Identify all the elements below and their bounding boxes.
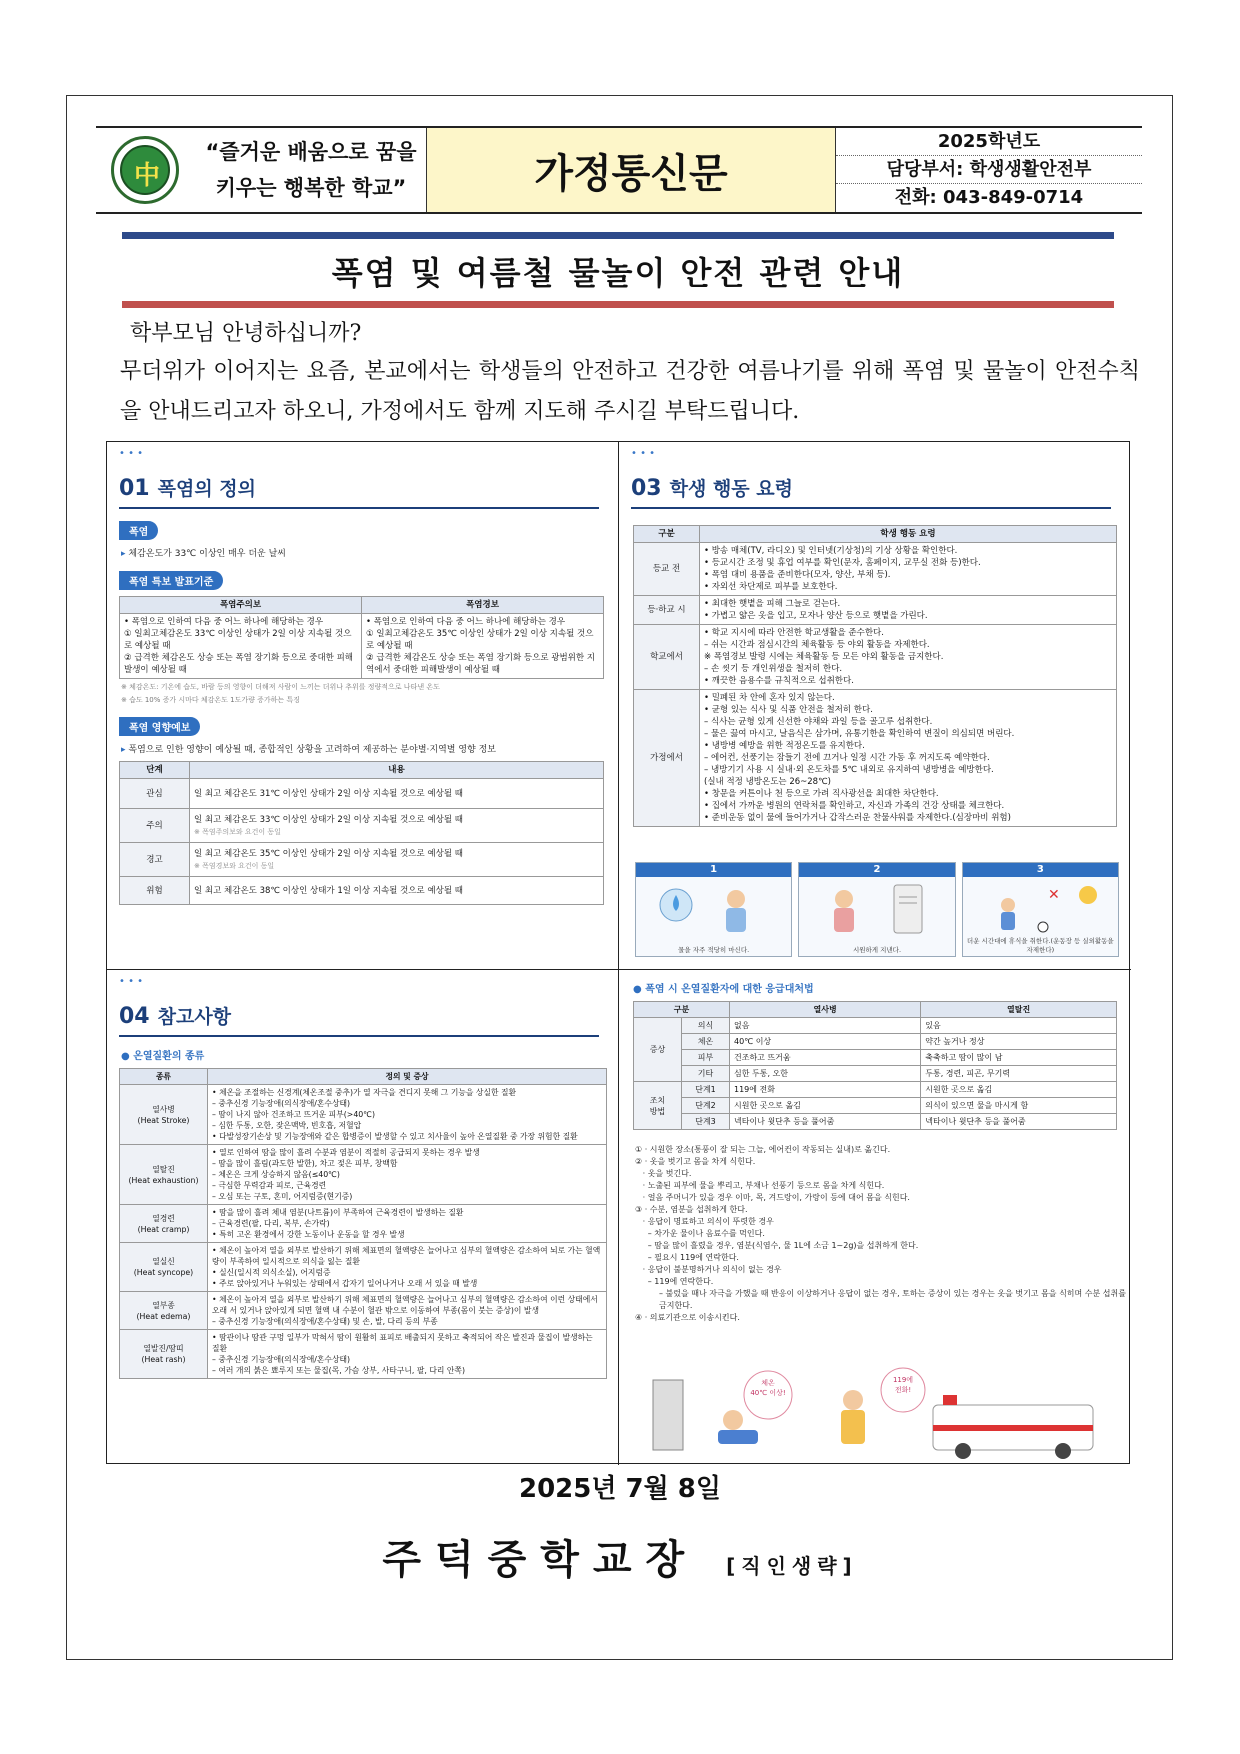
svg-text:✕: ✕ [1047, 887, 1060, 903]
tip-drink-water: 1 물을 자주 적당히 마신다. [635, 862, 792, 957]
label-alert-criteria: 폭염 특보 발표기준 [119, 571, 223, 590]
doc-info [836, 128, 1142, 212]
table-row: 학교에서 • 학교 지시에 따라 안전한 학교생활을 준수한다. – 쉬는 시간과 점심시간의 체육활동 등 야외 활동을 자제한다. ※ 폭염경보 발령 시에는 체육활동 등 모든 야외 활동을 금지한다. – 손 씻기 등 개인위생을 철저히 한다. • 깨끗한 음용수를 규칙적으로 섭취한다. [634, 625, 1117, 690]
table-row: 열경련 (Heat cramp) • 땀을 많이 흘려 체내 염분(나트륨)이 부족하여 근육경련이 발생하는 질환 – 근육경련(팔, 다리, 복부, 손가락) • 특히 고온 환경에서 강한 노동이나 운동을 할 경우 발생 [120, 1205, 607, 1243]
page-title: 폭염 및 여름철 물놀이 안전 관련 안내 [331, 254, 905, 292]
motto-line2: 키우는 행복한 학교” [215, 176, 407, 200]
section-heading: 01 폭염의 정의 [119, 474, 599, 509]
logo-char: 中 [133, 161, 160, 191]
signature [0, 1528, 1240, 1585]
table-row: 피부 건조하고 뜨거움 축축하고 땀이 많이 남 [634, 1050, 1117, 1066]
table-row: 증상 의식 없음 있음 [634, 1018, 1117, 1034]
school-logo [111, 136, 179, 204]
table-row: 가정에서 • 밀폐된 차 안에 혼자 있지 않는다. • 균형 있는 식사 및 식품 안전을 철저히 한다. – 식사는 균형 있게 신선한 야채와 과일 등을 골고루 섭취한다. – 물은 끓여 마시고, 날음식은 삼가며, 유통기한을 확인하여 변질이 의심되면 버린다. • 냉방병 예방을 위한 적정온도를 유지한다. – 에어컨, 선풍기는 잠들기 전에 끄거나 일정 시간 가동 후 꺼지도록 예약한다. – 냉방기기 사용 시 실내·외 온도차를 5℃ 내외로 유지하여 냉방병을 예방한다. (실내 적정 냉방온도는 26~28℃) • 창문을 커튼이나 천 등으로 가려 직사광선을 최대한 차단한다. • 집에서 가까운 병원의 연락처를 확인하고, 자신과 가족의 건강 상태를 체크한다. • 준비운동 없이 물에 들어가거나 갑작스러운 찬물샤워를 자제한다.(심장마비 위험) [634, 690, 1117, 827]
bubble-temp: 체온 40℃ 이상! [750, 1379, 786, 1397]
impact-table: 단계 내용 관심 일 최고 체감온도 31℃ 이상인 상태가 2일 이상 지속될 것으로 예상될 때 주의 일 최고 체감온도 33℃ 이상인 상태가 2일 이상 지속될 것으로 예상될 때 ※ 폭염주의보와 요건이 동일 경고 일 최고 체감온도 35℃ 이상인 상태가 2일 이상 지속될 것으로 예상될 때 ※ 폭염경보와 요건이 동일 위험 일 최고 체감온도 38℃ 이상인 상태가 1일 이상 지속될 것으로 예상될 때 [119, 761, 604, 905]
alert-table: 폭염주의보 폭염경보 • 폭염으로 인하여 다음 중 어느 하나에 해당하는 경우 ① 일최고체감온도 33℃ 이상인 상태가 2일 이상 지속될 것으로 예상될 때 ② 급격한 체감온도 상승 또는 폭염 장기화 등으로 중대한 피해 발생이 예상될 때 • 폭염으로 인하여 다음 중 어느 하나에 해당하는 경우 ① 일최고체감온도 35℃ 이상인 상태가 2일 이상 지속될 것으로 예상될 때 ② 급격한 체감온도 상승 또는 폭염 장기화 등으로 광범위한 지역에서 중대한 피해발생이 예상될 때 [119, 596, 604, 679]
table-row: 단계3 넥타이나 윗단추 등을 풀어줌 넥타이나 윗단추 등을 풀어줌 [634, 1114, 1117, 1130]
panel-student-guidelines: • • • 03 학생 행동 요령 구분 학생 행동 요령 등교 전 • 방송 매체(TV, 라디오) 및 인터넷(기상청)의 기상 상황을 확인한다. • 등교시간 조정 및 휴업 여부를 확인(문자, 홈페이지, 교무실 전화 등)한다. • 폭염 대비 용품을 준비한다(모자, 양산, 부채 등). • 자외선 차단제로 피부를 보호한다. 등·하교 시 • 최대한 햇볕을 피해 그늘로 걷는다. • 가볍고 얇은 옷을 입고, 모자나 양산 등으로 햇볕을 가린다. 학교에서 • 학교 지시에 따라 안전한 학교생활을 준수한다. – 쉬는 시간과 점심시간의 체육활동 등 야외 활동을 자제한다. ※ 폭염경보 발령 시에는 체육활동 등 모든 야외 활동을 금지한다. – 손 씻기 등 개인위생을 철저히 한다. • 깨끗한 음용수를 규칙적으로 섭취한다. 가정에서 • 밀폐된 차 안에 혼자 있지 않는다. • 균형 있는 식사 및 식품 안전을 철저히 한다. – 식사는 균형 있게 신선한 야채와 과일 등을 골고루 섭취한다. – 물은 끓여 마시고, 날음식은 삼가며, 유통기한을 확인하여 변질이 의심되면 버린다. • 냉방병 예방을 위한 적정온도를 유지한다. – 에어컨, 선풍기는 잠들기 전에 끄거나 일정 시간 가동 후 꺼지도록 예약한다. – 냉방기기 사용 시 실내·외 온도차를 5℃ 내외로 유지하여 냉방병을 예방한다. (실내 적정 냉방온도는 26~28℃) • 창문을 커튼이나 천 등으로 가려 직사광선을 최대한 차단한다. • 집에서 가까운 병원의 연락처를 확인하고, 자신과 가족의 건강 상태를 체크한다. • 준비운동 없이 물에 들어가거나 갑작스러운 찬물샤워를 자제한다.(심장마비 위험) 1 물을 자주 적당히 마신다. 2 시원하게 지낸다. 3 ✕ 더운 시간대에 휴식을 취한다.(운동장 등 실외활동을 자제한다) [619, 442, 1131, 970]
table-row: 경고 일 최고 체감온도 35℃ 이상인 상태가 2일 이상 지속될 것으로 예상될 때 ※ 폭염경보와 요건이 동일 [120, 843, 604, 877]
label-heatwave: 폭염 [119, 521, 158, 540]
intro-paragraph: 무더위가 이어지는 요즘, 본교에서는 학생들의 안전하고 건강한 여름나기를 위해 폭염 및 물놀이 안전수칙을 안내드리고자 하오니, 가정에서도 함께 지도해 주시길 부탁드립니다. [120, 359, 1140, 424]
table-row: 단계2 시원한 곳으로 옮김 의식이 있으면 물을 마시게 함 [634, 1098, 1117, 1114]
impact-def: ▸ 폭염으로 인한 영향이 예상될 때, 종합적인 상황을 고려하여 제공하는 분야별·지역별 영향 정보 [121, 742, 618, 755]
note-humidity: ※ 습도 10% 증가 시마다 체감온도 1도가량 증가하는 특징 [121, 696, 300, 704]
department: 담당부서: 학생생활안전부 [836, 156, 1142, 184]
letterhead [96, 126, 1142, 214]
first-aid-illustration [633, 1365, 1117, 1460]
motto-line1: “즐거운 배움으로 꿈을 [205, 140, 417, 164]
panel-reference: • • • 04 참고사항 ● 온열질환의 종류 종류 정의 및 증상 열사병 (Heat Stroke) • 체온을 조절하는 신경계(체온조절 중추)가 열 자극을 견디지 못해 그 기능을 상실한 질환 – 중추신경 기능장애(의식장애/혼수상태) – 땀이 나지 않아 건조하고 뜨거운 피부(>40℃) – 심한 두통, 오한, 잦은맥박, 빈호흡, 저혈압 • 다발성장기손상 및 기능장애와 같은 합병증이 발생할 수 있고 치사율이 높아 온열질환 중 가장 위험한 질환 열탈진 (Heat exhaustion) • 열로 인하여 땀을 많이 흘려 수분과 염분이 적절히 공급되지 못하는 경우 발생 – 땀을 많이 흘림(과도한 발한), 차고 젖은 피부, 창백함 – 체온은 크게 상승하지 않음(≤40℃) – 극심한 무력감과 피로, 근육경련 – 오심 또는 구토, 혼미, 어지럼증(현기증) 열경련 (Heat cramp) • 땀을 많이 흘려 체내 염분(나트륨)이 부족하여 근육경련이 발생하는 질환 – 근육경련(팔, 다리, 복부, 손가락) • 특히 고온 환경에서 강한 노동이나 운동을 할 경우 발생 열실신 (Heat syncope) • 체온이 높아져 열을 외부로 발산하기 위해 체표면의 혈액량은 늘어나고 심부의 혈액량은 감소하여 뇌로 가는 혈액량이 부족하여 일시적으로 의식을 잃는 질환 • 실신(일시적 의식소실), 어지럼증 • 주로 앉아있거나 누워있는 상태에서 갑자기 일어나거나 오래 서 있을 때 발생 열부종 (Heat edema) • 체온이 높아져 열을 외부로 발산하기 위해 체표면의 혈액량은 늘어나고 심부의 혈액량은 감소하여 이런 상태에서 오래 서 있거나 앉아있게 되면 혈액 내 수분이 혈관 밖으로 이동하여 부종(몸이 붓는 증상)이 발생 – 중추신경 기능장애(의식장애/혼수상태) 및 손, 발, 다리 등의 부종 열발진/땀띠 (Heat rash) • 땀관이나 땀관 구멍 일부가 막혀서 땀이 원활히 표피로 배출되지 못하고 축적되어 작은 발진과 물집이 발생하는 질환 – 중추신경 기능장애(의식장애/혼수상태) – 여러 개의 붉은 뾰루지 또는 물집(목, 가슴 상부, 사타구니, 팔, 다리 안쪽) [107, 970, 619, 1465]
table-row: 체온 40℃ 이상 약간 높거나 정상 [634, 1034, 1117, 1050]
issue-date: 2025년 7월 8일 [519, 1474, 721, 1504]
subheading-heat-illness: ● 온열질환의 종류 [121, 1051, 205, 1062]
table-row: 조치 방법 단계1 119에 전화 시원한 곳으로 옮김 [634, 1082, 1117, 1098]
section-heading: 03 학생 행동 요령 [631, 474, 1111, 509]
table-row: 열실신 (Heat syncope) • 체온이 높아져 열을 외부로 발산하기 위해 체표면의 혈액량은 늘어나고 심부의 혈액량은 감소하여 뇌로 가는 혈액량이 부족하여 일시적으로 의식을 잃는 질환 • 실신(일시적 의식소실), 어지럼증 • 주로 앉아있거나 누워있는 상태에서 갑자기 일어나거나 오래 서 있을 때 발생 [120, 1243, 607, 1292]
seal-note: [직인생략] [726, 1554, 858, 1578]
school-brand [96, 128, 426, 212]
sun-icon [963, 877, 1118, 937]
heat-illness-table: 종류 정의 및 증상 열사병 (Heat Stroke) • 체온을 조절하는 신경계(체온조절 중추)가 열 자극을 견디지 못해 그 기능을 상실한 질환 – 중추신경 기능장애(의식장애/혼수상태) – 땀이 나지 않아 건조하고 뜨거운 피부(>40℃) – 심한 두통, 오한, 잦은맥박, 빈호흡, 저혈압 • 다발성장기손상 및 기능장애와 같은 합병증이 발생할 수 있고 치사율이 높아 온열질환 중 가장 위험한 질환 열탈진 (Heat exhaustion) • 열로 인하여 땀을 많이 흘려 수분과 염분이 적절히 공급되지 못하는 경우 발생 – 땀을 많이 흘림(과도한 발한), 차고 젖은 피부, 창백함 – 체온은 크게 상승하지 않음(≤40℃) – 극심한 무력감과 피로, 근육경련 – 오심 또는 구토, 혼미, 어지럼증(현기증) 열경련 (Heat cramp) • 땀을 많이 흘려 체내 염분(나트륨)이 부족하여 근육경련이 발생하는 질환 – 근육경련(팔, 다리, 복부, 손가락) • 특히 고온 환경에서 강한 노동이나 운동을 할 경우 발생 열실신 (Heat syncope) • 체온이 높아져 열을 외부로 발산하기 위해 체표면의 혈액량은 늘어나고 심부의 혈액량은 감소하여 뇌로 가는 혈액량이 부족하여 일시적으로 의식을 잃는 질환 • 실신(일시적 의식소실), 어지럼증 • 주로 앉아있거나 누워있는 상태에서 갑자기 일어나거나 오래 서 있을 때 발생 열부종 (Heat edema) • 체온이 높아져 열을 외부로 발산하기 위해 체표면의 혈액량은 늘어나고 심부의 혈액량은 감소하여 이런 상태에서 오래 서 있거나 앉아있게 되면 혈액 내 수분이 혈관 밖으로 이동하여 부종(몸이 붓는 증상)이 발생 – 중추신경 기능장애(의식장애/혼수상태) 및 손, 발, 다리 등의 부종 열발진/땀띠 (Heat rash) • 땀관이나 땀관 구멍 일부가 막혀서 땀이 원활히 표피로 배출되지 못하고 축적되어 작은 발진과 물집이 발생하는 질환 – 중추신경 기능장애(의식장애/혼수상태) – 여러 개의 붉은 뾰루지 또는 물집(목, 가슴 상부, 사타구니, 팔, 다리 안쪽) [119, 1068, 607, 1379]
table-row: 등·하교 시 • 최대한 햇볕을 피해 그늘로 걷는다. • 가볍고 얇은 옷을 입고, 모자나 양산 등으로 햇볕을 가린다. [634, 596, 1117, 625]
drink-water-icon [636, 877, 791, 937]
advisory-criteria: • 폭염으로 인하여 다음 중 어느 하나에 해당하는 경우 ① 일최고체감온도 33℃ 이상인 상태가 2일 이상 지속될 것으로 예상될 때 ② 급격한 체감온도 상승 또는 폭염 장기화 등으로 중대한 피해 발생이 예상될 때 [120, 614, 362, 679]
ambulance-scene-icon [633, 1365, 1117, 1460]
first-aid-heading: ● 폭염 시 온열질환자에 대한 응급대처법 [633, 984, 814, 995]
school-year: 2025학년도 [836, 128, 1142, 156]
phone: 전화: 043-849-0714 [894, 187, 1084, 208]
tip-illustrations [635, 862, 1119, 957]
guideline-table: 구분 학생 행동 요령 등교 전 • 방송 매체(TV, 라디오) 및 인터넷(기상청)의 기상 상황을 확인한다. • 등교시간 조정 및 휴업 여부를 확인(문자, 홈페이지, 교무실 전화 등)한다. • 폭염 대비 용품을 준비한다(모자, 양산, 부채 등). • 자외선 차단제로 피부를 보호한다. 등·하교 시 • 최대한 햇볕을 피해 그늘로 걷는다. • 가볍고 얇은 옷을 입고, 모자나 양산 등으로 햇볕을 가린다. 학교에서 • 학교 지시에 따라 안전한 학교생활을 준수한다. – 쉬는 시간과 점심시간의 체육활동 등 야외 활동을 자제한다. ※ 폭염경보 발령 시에는 체육활동 등 모든 야외 활동을 금지한다. – 손 씻기 등 개인위생을 철저히 한다. • 깨끗한 음용수를 규칙적으로 섭취한다. 가정에서 • 밀폐된 차 안에 혼자 있지 않는다. • 균형 있는 식사 및 식품 안전을 철저히 한다. – 식사는 균형 있게 신선한 야채와 과일 등을 골고루 섭취한다. – 물은 끓여 마시고, 날음식은 삼가며, 유통기한을 확인하여 변질이 의심되면 버린다. • 냉방병 예방을 위한 적정온도를 유지한다. – 에어컨, 선풍기는 잠들기 전에 끄거나 일정 시간 가동 후 꺼지도록 예약한다. – 냉방기기 사용 시 실내·외 온도차를 5℃ 내외로 유지하여 냉방병을 예방한다. (실내 적정 냉방온도는 26~28℃) • 창문을 커튼이나 천 등으로 가려 직사광선을 최대한 차단한다. • 집에서 가까운 병원의 연락처를 확인하고, 자신과 가족의 건강 상태를 체크한다. • 준비운동 없이 물에 들어가거나 갑작스러운 찬물샤워를 자제한다.(심장마비 위험) [633, 525, 1117, 827]
table-row: 관심 일 최고 체감온도 31℃ 이상인 상태가 2일 이상 지속될 것으로 예상될 때 [120, 779, 604, 809]
section-heading: 04 참고사항 [119, 1002, 599, 1037]
note-apparent-temp: ※ 체감온도: 기온에 습도, 바람 등의 영향이 더해져 사람이 느끼는 더위나 추위를 정량적으로 나타낸 온도 [121, 683, 440, 691]
air-conditioner-icon [799, 877, 954, 937]
first-aid-table: 구분 열사병 열탈진 증상 의식 없음 있음 체온 40℃ 이상 약간 높거나 정상 피부 건조하고 뜨거움 축축하고 땀이 많이 남 기타 심한 두통, 오한 두통, 경련, 피곤, 무기력 조치 방법 단계1 119에 전화 시원한 곳으로 옮김 단계2 시원한 곳으로 옮김 의식이 있으면 물을 마시게 함 단계3 넥타이나 윗단추 등을 풀어줌 넥타이나 윗단추 등을 풀어줌 [633, 1001, 1117, 1130]
panel-heatwave-definition: • • • 01 폭염의 정의 폭염 ▸ 체감온도가 33℃ 이상인 매우 더운 날씨 폭염 특보 발표기준 폭염주의보 폭염경보 • 폭염으로 인하여 다음 중 어느 하나에 해당하는 경우 ① 일최고체감온도 33℃ 이상인 상태가 2일 이상 지속될 것으로 예상될 때 ② 급격한 체감온도 상승 또는 폭염 장기화 등으로 중대한 피해 발생이 예상될 때 • 폭염으로 인하여 다음 중 어느 하나에 해당하는 경우 ① 일최고체감온도 35℃ 이상인 상태가 2일 이상 지속될 것으로 예상될 때 ② 급격한 체감온도 상승 또는 폭염 장기화 등으로 광범위한 지역에서 중대한 피해발생이 예상될 때 ※ 체감온도: 기온에 습도, 바람 등의 영향이 더해져 사람이 느끼는 더위나 추위를 정량적으로 나타낸 온도 ※ 습도 10% 증가 시마다 체감온도 1도가량 증가하는 특징 폭염 영향예보 ▸ 폭염으로 인한 영향이 예상될 때, 종합적인 상황을 고려하여 제공하는 분야별·지역별 영향 정보 단계 내용 관심 일 최고 체감온도 31℃ 이상인 상태가 2일 이상 지속될 것으로 예상될 때 주의 일 최고 체감온도 33℃ 이상인 상태가 2일 이상 지속될 것으로 예상될 때 ※ 폭염주의보와 요건이 동일 경고 일 최고 체감온도 35℃ 이상인 상태가 2일 이상 지속될 것으로 예상될 때 ※ 폭염경보와 요건이 동일 위험 일 최고 체감온도 38℃ 이상인 상태가 1일 이상 지속될 것으로 예상될 때 [107, 442, 619, 970]
doc-type: 가정통신문 [426, 128, 836, 212]
tip-rest: 3 ✕ 더운 시간대에 휴식을 취한다.(운동장 등 실외활동을 자제한다) [962, 862, 1119, 957]
table-row: 열사병 (Heat Stroke) • 체온을 조절하는 신경계(체온조절 중추)가 열 자극을 견디지 못해 그 기능을 상실한 질환 – 중추신경 기능장애(의식장애/혼수상태) – 땀이 나지 않아 건조하고 뜨거운 피부(>40℃) – 심한 두통, 오한, 잦은맥박, 빈호흡, 저혈압 • 다발성장기손상 및 기능장애와 같은 합병증이 발생할 수 있고 치사율이 높아 온열질환 중 가장 위험한 질환 [120, 1085, 607, 1145]
heatwave-def: ▸ 체감온도가 33℃ 이상인 매우 더운 날씨 [121, 546, 618, 559]
table-row: 주의 일 최고 체감온도 33℃ 이상인 상태가 2일 이상 지속될 것으로 예상될 때 ※ 폭염주의보와 요건이 동일 [120, 809, 604, 843]
tip-stay-cool: 2 시원하게 지낸다. [798, 862, 955, 957]
table-row: 등교 전 • 방송 매체(TV, 라디오) 및 인터넷(기상청)의 기상 상황을 확인한다. • 등교시간 조정 및 휴업 여부를 확인(문자, 홈페이지, 교무실 전화 등)한다. • 폭염 대비 용품을 준비한다(모자, 양산, 부채 등). • 자외선 차단제로 피부를 보호한다. [634, 543, 1117, 596]
infographic [106, 441, 1130, 1464]
title-bar-bottom [122, 301, 1114, 308]
warning-criteria: • 폭염으로 인하여 다음 중 어느 하나에 해당하는 경우 ① 일최고체감온도 35℃ 이상인 상태가 2일 이상 지속될 것으로 예상될 때 ② 급격한 체감온도 상승 또는 폭염 장기화 등으로 광범위한 지역에서 중대한 피해발생이 예상될 때 [362, 614, 604, 679]
label-impact-forecast: 폭염 영향예보 [119, 717, 200, 736]
table-row: 열발진/땀띠 (Heat rash) • 땀관이나 땀관 구멍 일부가 막혀서 땀이 원활히 표피로 배출되지 못하고 축적되어 작은 발진과 물집이 발생하는 질환 – 중추신경 기능장애(의식장애/혼수상태) – 여러 개의 붉은 뾰루지 또는 물집(목, 가슴 상부, 사타구니, 팔, 다리 안쪽) [120, 1330, 607, 1379]
first-aid-steps: ① · 시원한 장소(통풍이 잘 되는 그늘, 에어컨이 작동되는 실내)로 옮긴다. ② · 옷을 벗기고 몸을 차게 식힌다. · 옷을 벗긴다. · 노출된 피부에 물을 뿌리고, 부채나 선풍기 등으로 몸을 차게 식힌다. · 얼음 주머니가 있을 경우 이마, 목, 겨드랑이, 가랑이 등에 대어 몸을 식힌다. ③ · 수분, 염분을 섭취하게 한다. · 응답이 명료하고 의식이 뚜렷한 경우 – 차가운 물이나 음료수를 먹인다. – 땀을 많이 흘렸을 경우, 염분(식염수, 물 1L에 소금 1~2g)을 섭취하게 한다. – 필요시 119에 연락한다. · 응답이 불분명하거나 의식이 없는 경우 – 119에 연락한다. – 불렀을 때나 자극을 가했을 때 반응이 이상하거나 응답이 없는 경우, 토하는 증상이 있는 경우는 옷을 벗기고 몸을 식히며 수분 섭취를 금지한다. ④ · 의료기관으로 이송시킨다. [635, 1145, 1126, 1322]
table-row: 열탈진 (Heat exhaustion) • 열로 인하여 땀을 많이 흘려 수분과 염분이 적절히 공급되지 못하는 경우 발생 – 땀을 많이 흘림(과도한 발한), 차고 젖은 피부, 창백함 – 체온은 크게 상승하지 않음(≤40℃) – 극심한 무력감과 피로, 근육경련 – 오심 또는 구토, 혼미, 어지럼증(현기증) [120, 1145, 607, 1205]
table-row: 기타 심한 두통, 오한 두통, 경련, 피곤, 무기력 [634, 1066, 1117, 1082]
greeting: 학부모님 안녕하십니까? [130, 321, 362, 346]
table-row: 열부종 (Heat edema) • 체온이 높아져 열을 외부로 발산하기 위해 체표면의 혈액량은 늘어나고 심부의 혈액량은 감소하여 이런 상태에서 오래 서 있거나 앉아있게 되면 혈액 내 수분이 혈관 밖으로 이동하여 부종(몸이 붓는 증상)이 발생 – 중추신경 기능장애(의식장애/혼수상태) 및 손, 발, 다리 등의 부종 [120, 1292, 607, 1330]
panel-first-aid [619, 970, 1131, 1465]
school-motto [201, 134, 421, 206]
title-bar-top [122, 232, 1114, 239]
table-row: 위험 일 최고 체감온도 38℃ 이상인 상태가 1일 이상 지속될 것으로 예상될 때 [120, 877, 604, 905]
bubble-119: 119에 전화! [892, 1376, 914, 1394]
principal-title: 주덕중학교장 [382, 1537, 699, 1583]
